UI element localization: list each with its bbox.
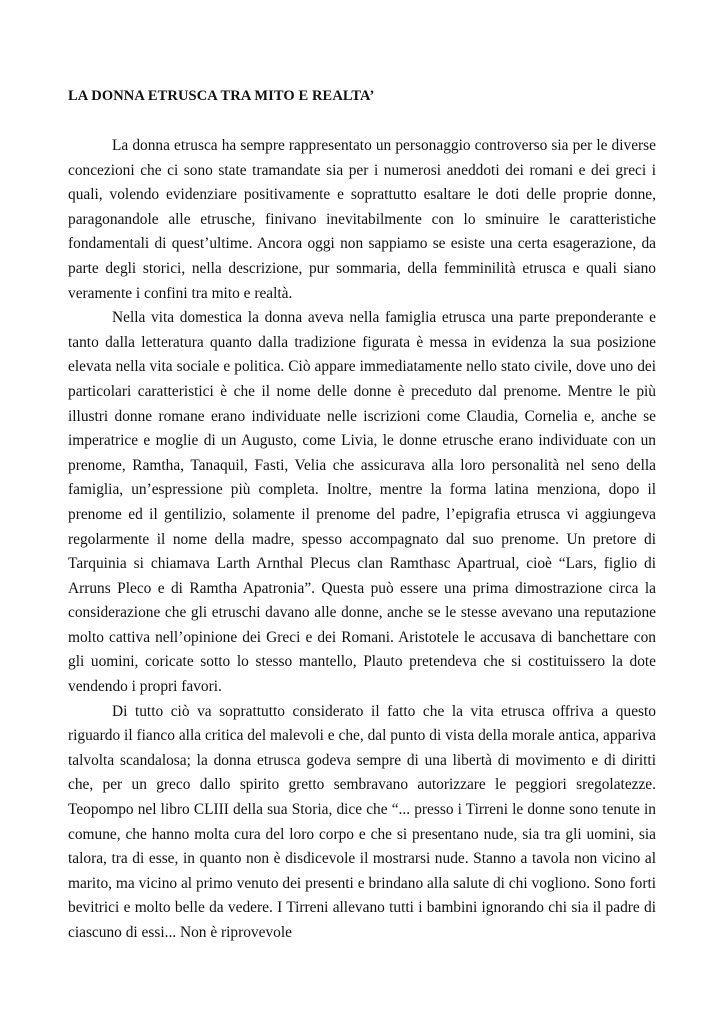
paragraph-domestic-life: Nella vita domestica la donna aveva nella famiglia etrusca una parte preponderante e tanto dalla letteratura quanto dalla tradizione figurata è messa in evidenza la sua posizione elevata nella vita sociale e politica. Ciò appare immediatamente nello stato civile, dove uno dei particolari caratteristici è che il nome delle donne è preceduto dal prenome. Mentre le più illustri donne romane erano individuate nelle iscrizioni come Claudia, Cornelia e, anche se imperatrice e moglie di un Augusto, come Livia, le donne etrusche erano individuate con un prenome, Ramtha, Tanaquil, Fasti, Velia che assicurava alla loro personalità nel seno della famiglia, un’espressione più completa. Inoltre, mentre la forma latina menziona, dopo il prenome ed il gentilizio, solamente il prenome del padre, l’epigrafia etrusca vi aggiungeva regolarmente il nome della madre, spesso accompagnato dal suo prenome. Un pretore di Tarquinia si chiamava Larth Arnthal Plecus clan Ramthasc Apartrual, cioè “Lars, figlio di Arruns Pleco e di Ramtha Apatronia”. Questa può essere una prima dimostrazione circa la considerazione che gli etruschi davano alle donne, anche se le stesse avevano una reputazione molto cattiva nell’opinione dei Greci e dei Romani. Aristotele le accusava di banchettare con gli uomini, coricate sotto lo stesso mantello, Plauto pretendeva che si costituissero la dote vendendo i propri favori. xyxy=(68,309,656,696)
paragraph-intro: La donna etrusca ha sempre rappresentato un personaggio controverso sia per le diverse concezioni che ci sono state tramandate sia per i numerosi aneddoti dei romani e dei greci i quali, volendo evidenziare positivamente e soprattutto esaltare le doti delle proprie donne, paragonandole alle etrusche, finivano inevitabilmente con lo sminuire le caratteristiche fondamentali di quest’ultime. Ancora oggi non sappiamo se esiste una certa esagerazione, da parte degli storici, nella descrizione, pur sommaria, della femminilità etrusca e quali siano veramente i confini tra mito e realtà. xyxy=(68,137,656,302)
paragraph-criticism: Di tutto ciò va soprattutto considerato il fatto che la vita etrusca offriva a questo riguardo il fianco alla critica del malevoli e che, dal punto di vista della morale antica, appariva talvolta scandalosa; la donna etrusca godeva sempre di una libertà di movimento e di diritti che, per un greco dallo spirito gretto sembravano autorizzare le peggiori sregolatezze. Teopompo nel libro CLIII della sua Storia, dice che “... presso i Tirreni le donne sono tenute in comune, che hanno molta cura del loro corpo e che si presentano nude, sia tra gli uomini, sia talora, tra di esse, in quanto non è disdicevole il mostrarsi nude. Stanno a tavola non vicino al marito, ma vicino al primo venuto dei presenti e brindano alla salute di chi vogliono. Sono forti bevitrici e molto belle da vedere. I Tirreni allevano tutti i bambini ignorando chi sia il padre di ciascuno di essi... Non è riprovevole xyxy=(68,702,656,941)
document-title: LA DONNA ETRUSCA TRA MITO E REALTA’ xyxy=(68,88,375,104)
